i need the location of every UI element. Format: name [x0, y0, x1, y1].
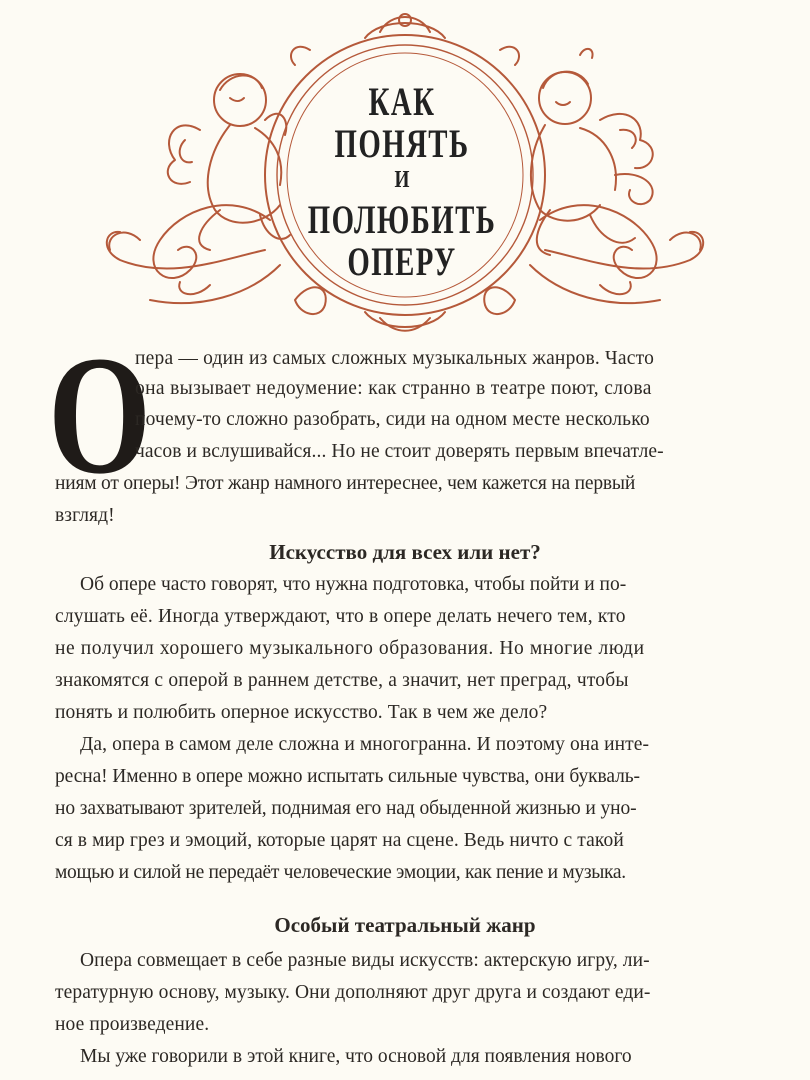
paragraph-line: слушать её. Иногда утверждают, что в опере делать нечего тем, кто — [55, 606, 626, 627]
paragraph-line: мощью и силой не передаёт человеческие эмоции, как пение и музыка. — [55, 862, 626, 883]
paragraph-line: Мы уже говорили в этой книге, что основой для появления нового — [80, 1046, 632, 1067]
title-line-4: ПОЛЮБИТЬ — [307, 197, 497, 242]
paragraph-line: не получил хорошего музыкального образования. Но многие люди — [55, 638, 645, 659]
drop-cap: О — [48, 321, 152, 509]
intro-line: почему-то сложно разобрать, сиди на одном месте несколько — [135, 409, 650, 430]
paragraph-line: ресна! Именно в опере можно испытать сильные чувства, они букваль- — [55, 766, 640, 787]
paragraph-line: Опера совмещает в себе разные виды искусств: актерскую игру, ли- — [80, 950, 650, 971]
paragraph-line: Да, опера в самом деле сложна и многогранна. И поэтому она инте- — [80, 734, 650, 755]
section-heading: Искусство для всех или нет? — [269, 540, 541, 564]
page-title — [262, 79, 542, 292]
intro-line: часов и вслушивайся... Но не стоит доверять первым впечатле- — [135, 441, 664, 462]
paragraph-line: Об опере часто говорят, что нужна подготовка, чтобы пойти и по- — [80, 574, 627, 595]
paragraph-line: тературную основу, музыку. Они дополняют друг друга и создают еди- — [55, 982, 651, 1003]
paragraph-line: ся в мир грез и эмоций, которые царят на сцене. Ведь ничто с такой — [55, 830, 624, 851]
section-heading: Особый театральный жанр — [274, 913, 536, 937]
paragraph-line: знакомятся с оперой в раннем детстве, а значит, нет преград, чтобы — [55, 670, 629, 691]
intro-line: ниям от оперы! Этот жанр намного интереснее, чем кажется на первый — [55, 473, 636, 494]
title-line-5: ОПЕРУ — [347, 239, 457, 284]
paragraph-line: ное произведение. — [55, 1014, 210, 1035]
paragraph-line: понять и полюбить оперное искусство. Так в чем же дело? — [55, 702, 548, 723]
paragraph-line: но захватывают зрителей, поднимая его над обыденной жизнью и уно- — [55, 798, 637, 819]
intro-line: она вызывает недоумение: как странно в театре поют, слова — [135, 378, 652, 399]
title-line-1: КАК — [368, 79, 436, 124]
intro-line: пера — один из самых сложных музыкальных жанров. Часто — [135, 348, 655, 369]
intro-line: взгляд! — [55, 505, 115, 526]
title-line-3: И — [394, 167, 410, 193]
title-line-2: ПОНЯТЬ — [334, 121, 470, 166]
